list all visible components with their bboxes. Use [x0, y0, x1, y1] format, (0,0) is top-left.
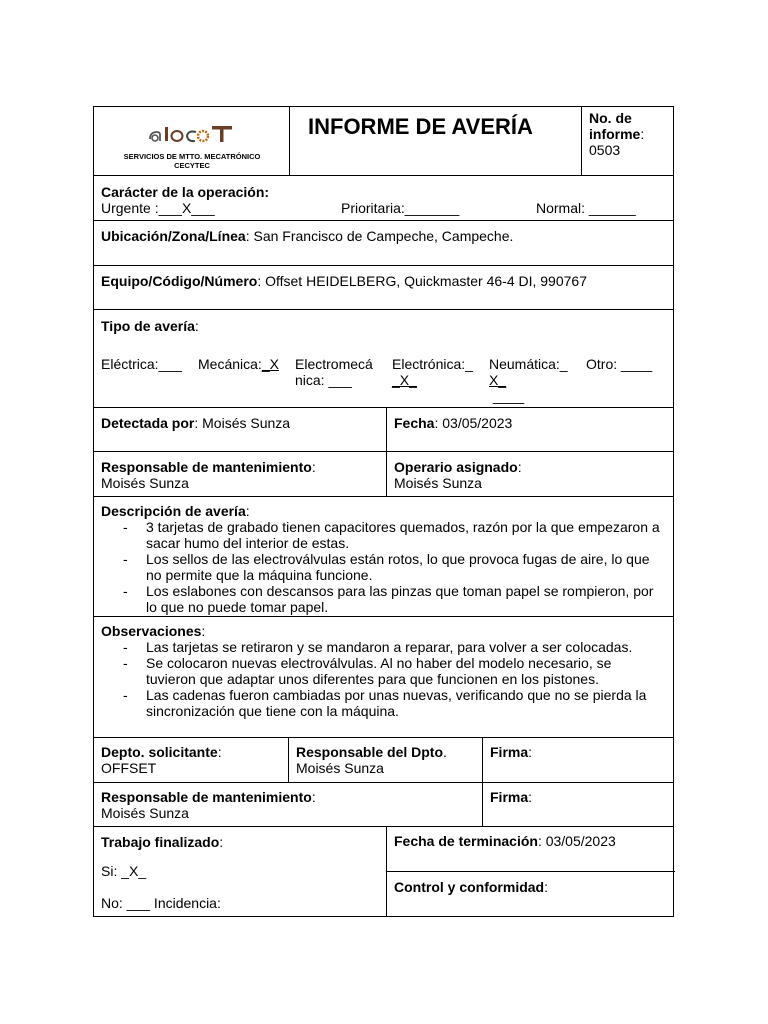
logo	[148, 123, 234, 145]
maintenance-2-signature-cell	[482, 783, 675, 826]
department-label: Depto. solicitante	[101, 744, 218, 760]
department-cell	[94, 738, 288, 782]
list-item-line: - Las tarjetas se retiraron y se mandaron a reparar, para volver a ser colocadas.	[146, 639, 633, 655]
list-item	[101, 583, 666, 615]
company-line-1: SERVICIOS DE MTTO. MECATRÓNICO	[123, 152, 261, 161]
normal-field: Normal: ______	[536, 200, 636, 216]
electronica-option-1: Electrónica:_	[392, 356, 473, 372]
finished-cell	[94, 827, 386, 916]
date-value: : 03/05/2023	[434, 415, 513, 431]
maintenance-2-colon: :	[311, 789, 316, 805]
maintenance-2-label: Responsable de mantenimiento	[101, 789, 312, 805]
end-date-label: Fecha de terminación	[394, 833, 538, 849]
maintenance-colon: :	[311, 459, 316, 475]
operator-colon: :	[517, 459, 522, 475]
maintenance-2-cell	[94, 783, 482, 826]
neumatica-option-3: ____	[493, 388, 525, 404]
finished-row	[93, 826, 674, 917]
equipment-row	[93, 265, 674, 310]
detected-row	[93, 407, 674, 452]
urgente-field: Urgente :___X___	[101, 200, 215, 216]
finished-colon: :	[219, 834, 224, 850]
location-label: Ubicación/Zona/Línea	[101, 228, 246, 244]
date-cell	[386, 408, 675, 451]
list-item	[101, 655, 666, 687]
report-number-cell	[581, 107, 675, 175]
list-item-line: no permite que la máquina funcione.	[146, 567, 373, 583]
department-responsible-value: Moisés Sunza	[296, 760, 384, 776]
department-responsible-dot: .	[443, 744, 447, 760]
fault-type-row	[93, 309, 674, 408]
list-item-line: - Los eslabones con descansos para las pinzas que toman papel se rompieron, por	[146, 583, 654, 599]
prioritaria-field: Prioritaria:_______	[341, 200, 460, 216]
otro-option: Otro: ____	[586, 356, 653, 372]
department-colon: :	[217, 744, 222, 760]
maintenance-label: Responsable de mantenimiento	[101, 459, 312, 475]
department-value: OFFSET	[101, 760, 157, 776]
company-name	[102, 152, 282, 170]
company-line-2: CECYTEC	[174, 161, 210, 170]
operation-label: Carácter de la operación:	[101, 184, 270, 200]
list-item-line: - Se colocaron nuevas electroválvulas. Al no haber del modelo necesario, se	[146, 655, 612, 671]
list-item	[101, 639, 666, 655]
maintenance-2-value: Moisés Sunza	[101, 805, 189, 821]
description-colon: :	[245, 503, 250, 519]
detected-by-label: Detectada por	[101, 415, 195, 431]
observations-row	[93, 616, 674, 738]
equipment-value: : Offset HEIDELBERG, Quickmaster 46-4 DI, 990767	[257, 273, 587, 289]
page-title: INFORME DE AVERÍA	[308, 114, 533, 139]
list-item-line: - Los sellos de las electroválvulas están rotos, lo que provoca fugas de aire, lo que	[146, 551, 650, 567]
list-item	[101, 519, 666, 551]
list-item-line: lo que no puede tomar papel.	[146, 599, 329, 615]
end-date-cell	[387, 827, 675, 872]
operation-row	[93, 175, 674, 221]
mecanica-option: Mecánica:	[198, 356, 262, 372]
header-row	[93, 106, 674, 176]
department-row	[93, 737, 674, 783]
report-number-colon: :	[640, 126, 645, 142]
list-item-line: tuvieron que adaptar unos diferentes para que funcionen en los pistones.	[146, 671, 599, 687]
operator-cell	[386, 452, 675, 496]
department-responsible-cell	[288, 738, 482, 782]
location-value: : San Francisco de Campeche, Campeche.	[245, 228, 514, 244]
neumatica-option-1: Neumática:_	[489, 356, 568, 372]
neumatica-option-2: X_	[489, 372, 507, 388]
finished-label: Trabajo finalizado	[101, 834, 220, 850]
title-cell	[289, 107, 581, 175]
maintenance-value: Moisés Sunza	[101, 475, 189, 491]
finished-no-option: No: ___ Incidencia:	[101, 895, 221, 911]
detected-by-cell	[94, 408, 386, 451]
location-row	[93, 220, 674, 266]
maintenance-row	[93, 451, 674, 497]
finished-yes-option: Si: _X_	[101, 863, 147, 879]
fault-report-form	[93, 106, 676, 917]
signature-colon: :	[528, 789, 533, 805]
detected-by-value: : Moisés Sunza	[194, 415, 291, 431]
report-number-label-2: informe	[589, 126, 641, 142]
signature-colon: :	[528, 744, 533, 760]
control-label: Control y conformidad	[394, 879, 545, 895]
maintenance-cell	[94, 452, 386, 496]
description-row	[93, 496, 674, 617]
end-date-value: : 03/05/2023	[537, 833, 616, 849]
list-item-line: - 3 tarjetas de grabado tienen capacitores quemados, razón por la que empezaron a	[146, 519, 660, 535]
electromecanica-option-1: Electromecá	[295, 356, 373, 372]
gear-logo-icon	[148, 123, 234, 145]
fault-type-colon: :	[194, 318, 199, 334]
list-item-line: sincronización que tiene con la máquina.	[146, 703, 399, 719]
maintenance-signature-row	[93, 782, 674, 827]
description-label: Descripción de avería	[101, 503, 246, 519]
list-item	[101, 687, 666, 719]
finished-right-cell	[386, 827, 675, 916]
mecanica-mark: _X	[261, 356, 279, 372]
fault-type-label: Tipo de avería	[101, 318, 195, 334]
electromecanica-option-2: nica: ___	[295, 372, 352, 388]
report-number-value: 0503	[589, 142, 621, 158]
observations-label: Observaciones	[101, 623, 202, 639]
operator-value: Moisés Sunza	[394, 475, 482, 491]
list-item	[101, 551, 666, 583]
observations-colon: :	[201, 623, 206, 639]
operator-label: Operario asignado	[394, 459, 518, 475]
description-list	[101, 519, 666, 615]
list-item-line: sacar humo del interior de estas.	[146, 535, 350, 551]
list-item-line: - Las cadenas fueron cambiadas por unas nuevas, verificando que no se pierda la	[146, 687, 647, 703]
electronica-option-2: _X_	[392, 372, 417, 388]
control-colon: :	[544, 879, 549, 895]
electrica-option: Eléctrica:___	[101, 356, 182, 372]
date-label: Fecha	[394, 415, 435, 431]
logo-cell	[94, 107, 289, 175]
observations-list	[101, 639, 666, 719]
report-number-label-1: No. de	[589, 110, 632, 126]
signature-label: Firma	[490, 744, 529, 760]
department-signature-cell	[482, 738, 675, 782]
equipment-label: Equipo/Código/Número	[101, 273, 258, 289]
department-responsible-label: Responsable del Dpto	[296, 744, 444, 760]
signature-label: Firma	[490, 789, 529, 805]
